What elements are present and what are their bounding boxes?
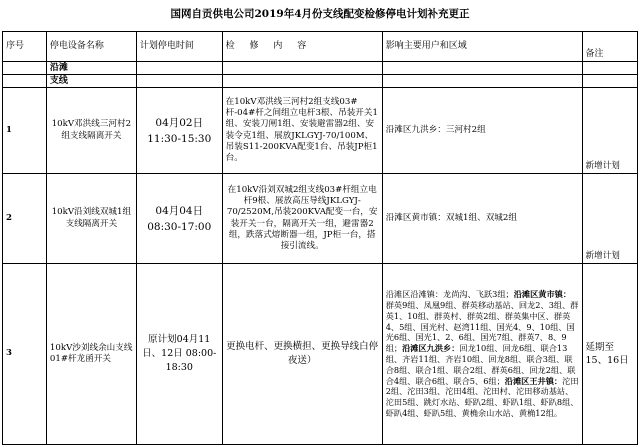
table-row	[3, 88, 638, 174]
section-district-row	[3, 62, 638, 75]
row-area: 沿滩区黄市镇：双城1组、双城2组	[382, 174, 582, 264]
area-district-label: 沿滩区王井镇：	[504, 375, 563, 386]
header-no: 序号	[3, 32, 47, 62]
row-work: 在10kV邓洪线三河村2组支线03#杆-04#杆之间组立电杆3根、吊装开关1组、安装刀闸1组、安装避雷器2组、安装令克1组、展放JKLGYJ-70/100M、吊装S11-200KVA配变1台、吊装JP柜1台。	[222, 88, 382, 174]
row-work: 更换电杆、更换横担、更换导线白停夜送）	[222, 264, 382, 445]
area-district-label: 沿滩区黄市镇：	[513, 289, 572, 300]
area-district-label: 沿滩区九洪乡：	[402, 343, 460, 354]
row-number: 3	[3, 264, 47, 445]
row-number: 2	[3, 174, 47, 264]
area-text: 群英9组、凤凰9组、群英移动基站、回龙2、3组、群英1、10组、群英村、群英2组、群英集中区、群英4、5组、国光村、赵湾11组、国光4、9、10组、国光6组、国光1、2、6组、国光7组、群英7、8、9组；	[385, 300, 579, 354]
area-text: 沱田2组、沱田3组、沱田4组、沱田村、沱田移动基站、沱田5组、跳灯水站、虾趴2组、虾趴1组、虾趴8组、虾趴4组、虾趴5组、黄桷余山水站、黄桷12组。	[385, 375, 579, 418]
table-row	[3, 174, 638, 264]
schedule-table	[2, 31, 638, 445]
row-device: 10kV邓洪线三河村2组支线隔离开关	[46, 88, 136, 174]
row-hours: 08:30-17:00	[147, 220, 212, 233]
section-type: 支线	[46, 75, 136, 88]
row-area	[382, 264, 582, 445]
row-number: 1	[3, 88, 47, 174]
row-work: 在10kV沿刘双城2组支线03#杆组立电杆9根、展放高压导线JKLGYJ-70/2520M,吊装200KVA配变一台，安装开关一台，隔离开关一组，避雷器2组，跌落式熔断器一组，JP柜一台，搭接引流线。	[222, 174, 382, 264]
row-note: 新增计划	[582, 174, 638, 264]
row-date: 04月04日	[155, 204, 204, 217]
header-note: 备注	[582, 32, 638, 62]
row-hours: 11:30-15:30	[147, 132, 212, 145]
row-device: 10kV沙刘线余山支线01#杆龙函开关	[46, 264, 136, 445]
area-text: 回龙10组、回龙6组、联合13组、齐岩11组、齐岩10组、回龙8组、联合3组、联合8组、联合1组、联合2组、群英6组、回龙2组、联合4组、联合6组、联合5、6组；	[385, 343, 576, 386]
area-text: 沿滩区沿滩镇：龙尚沟、飞跃3组；	[385, 289, 514, 300]
section-type-row	[3, 75, 638, 88]
row-date: 04月02日	[155, 116, 204, 129]
row-note: 新增计划	[582, 88, 638, 174]
header-device: 停电设备名称	[46, 32, 136, 62]
header-work: 检 修 内 容	[222, 32, 382, 62]
section-district: 沿滩	[46, 62, 136, 75]
table-row	[3, 264, 638, 445]
row-time	[136, 174, 222, 264]
header-area: 影响主要用户和区域	[382, 32, 582, 62]
row-note: 延期至15、16日	[582, 264, 638, 445]
row-area: 沿滩区九洪乡：三河村2组	[382, 88, 582, 174]
header-row	[3, 32, 638, 62]
document-title: 国网自贡供电公司2019年4月份支线配变检修停电计划补充更正	[170, 8, 470, 20]
header-time: 计划停电时间	[136, 32, 222, 62]
row-time: 原计划04月11日、12日 08:00-18:30	[136, 264, 222, 445]
row-device: 10kV沿刘线双城1组支线隔离开关	[46, 174, 136, 264]
row-time	[136, 88, 222, 174]
